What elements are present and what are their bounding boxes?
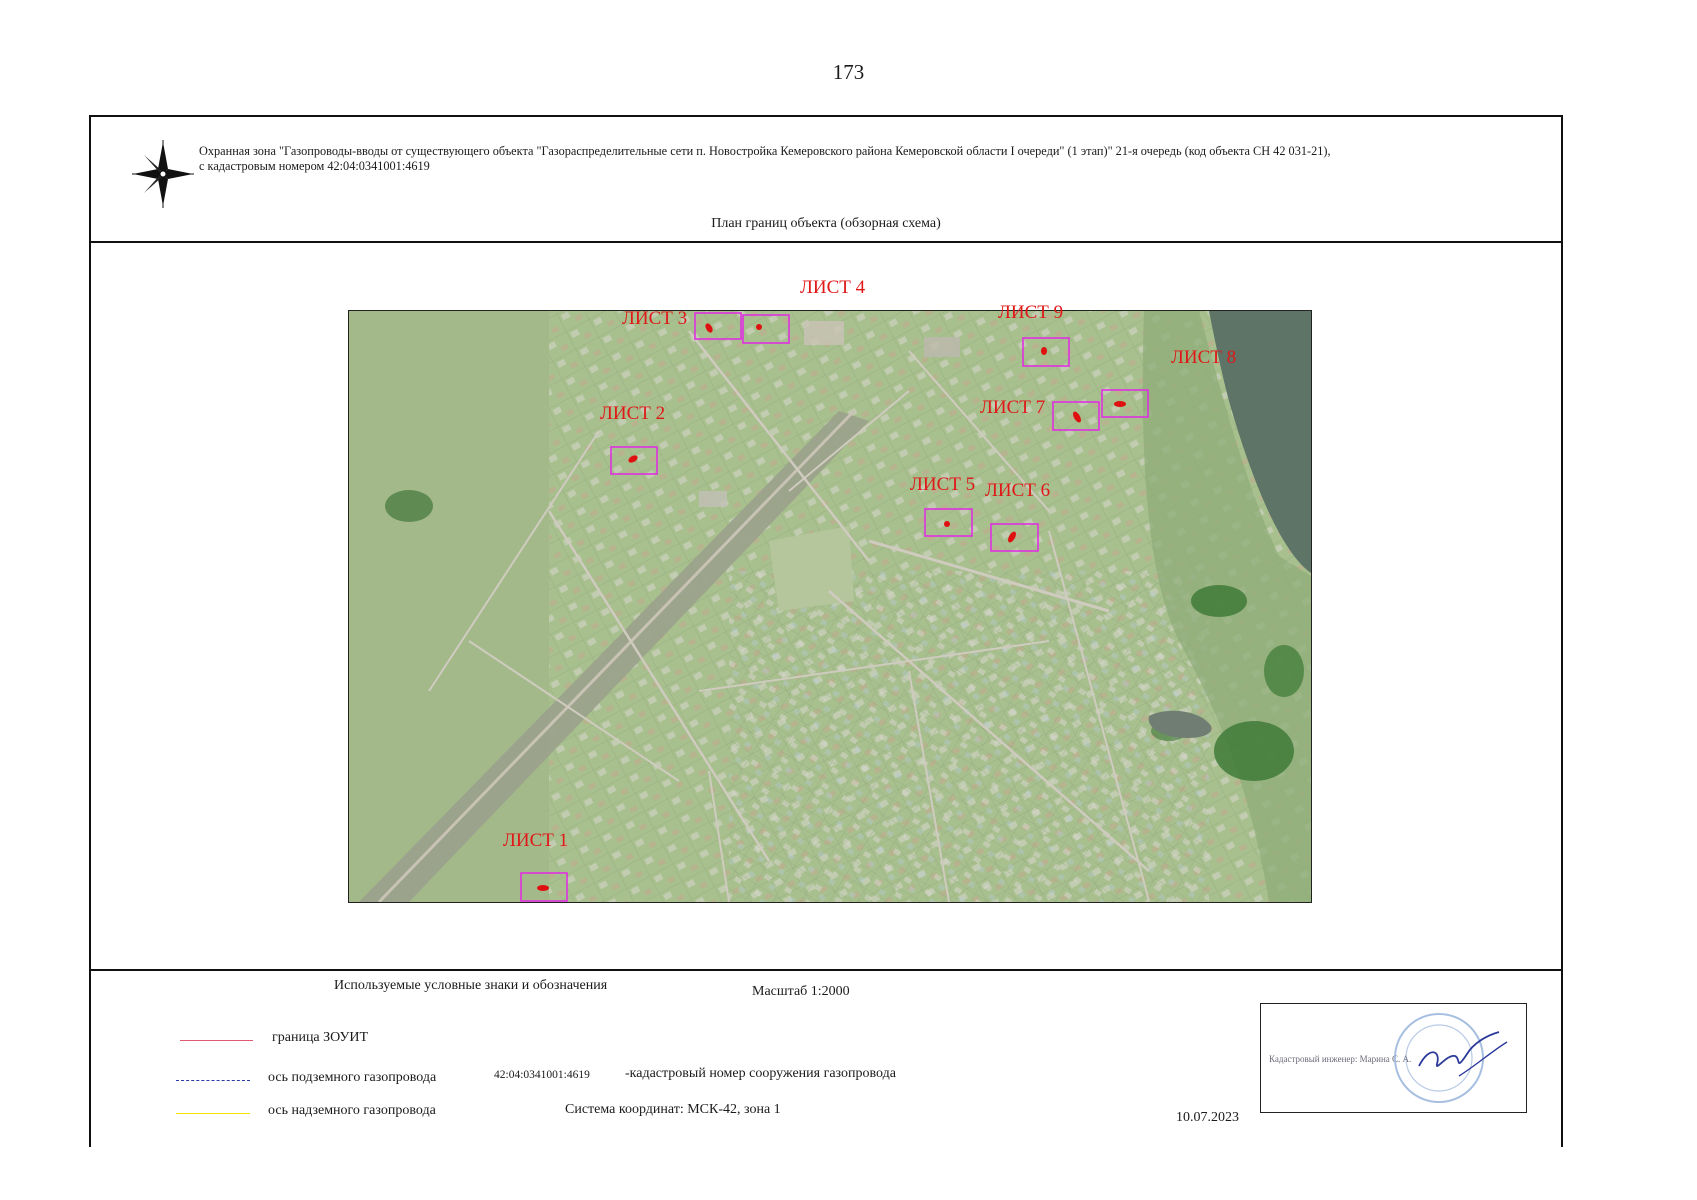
header-divider: [89, 241, 1563, 243]
engineer-stamp-text: Кадастровый инженер: Марина С. А.: [1269, 1054, 1412, 1064]
sheet-frame-7: [1053, 402, 1099, 430]
sheet-frame-4: [743, 315, 789, 343]
sheet-overlay: [349, 311, 1311, 902]
cadastral-number-description: -кадастровый номер сооружения газопровода: [625, 1066, 896, 1081]
legend-label-aboveground: ось надземного газопровода: [268, 1103, 436, 1118]
sheet-frame-1: [521, 873, 567, 901]
sheet-label-5: ЛИСТ 5: [910, 474, 976, 495]
sheet-label-7: ЛИСТ 7: [980, 397, 1046, 418]
sheet-frame-3: [695, 313, 741, 339]
sheet-label-6: ЛИСТ 6: [985, 480, 1051, 501]
title-line-2: с кадастровым номером 42:04:0341001:4619: [199, 159, 430, 173]
map-title: [199, 144, 1549, 174]
title-line-1: Охранная зона "Газопроводы-вводы от существующего объекта "Газораспределительные сети п. Новостройка Кемеровского района Кемеровской области I очереди" (1 этап)" 21-я очередь (код объекта СН 42 031-21),: [199, 144, 1331, 158]
zouit-boundary-legend-line: [180, 1040, 253, 1041]
sheet-frame-9: [1023, 338, 1069, 366]
legend-label-underground: ось подземного газопровода: [268, 1070, 437, 1085]
satellite-map[interactable]: [348, 310, 1312, 903]
engineer-stamp-box: [1260, 1003, 1527, 1113]
underground-pipe-legend-line: [176, 1080, 250, 1081]
legend-divider: [89, 969, 1563, 971]
coordinate-system: Система координат: МСК-42, зона 1: [565, 1102, 781, 1117]
sheet-label-3: ЛИСТ 3: [622, 308, 688, 329]
aboveground-pipe-legend-line: [176, 1113, 250, 1114]
legend-label-zouit: граница ЗОУИТ: [272, 1030, 369, 1045]
sheet-frame-2: [611, 447, 657, 474]
page-number: 173: [832, 60, 865, 84]
legend-title: Используемые условные знаки и обозначения: [334, 978, 608, 993]
sheet-label-4: ЛИСТ 4: [800, 277, 866, 298]
sheet-frame-6: [991, 524, 1038, 551]
sheet-label-8: ЛИСТ 8: [1171, 347, 1237, 368]
sheet-label-9: ЛИСТ 9: [998, 302, 1064, 323]
sheet-frame-5: [925, 509, 972, 536]
scale-label: Масштаб 1:2000: [752, 984, 850, 999]
cadastral-number-sample: 42:04:0341001:4619: [494, 1069, 590, 1081]
sheet-label-1: ЛИСТ 1: [503, 830, 569, 851]
document-date: 10.07.2023: [1176, 1110, 1239, 1125]
seal-signature-icon: [1389, 1006, 1519, 1108]
sheet-frame-8: [1102, 390, 1148, 417]
north-arrow-icon: [130, 138, 196, 210]
sheet-label-2: ЛИСТ 2: [600, 403, 666, 424]
map-subtitle: План границ объекта (обзорная схема): [711, 216, 941, 231]
